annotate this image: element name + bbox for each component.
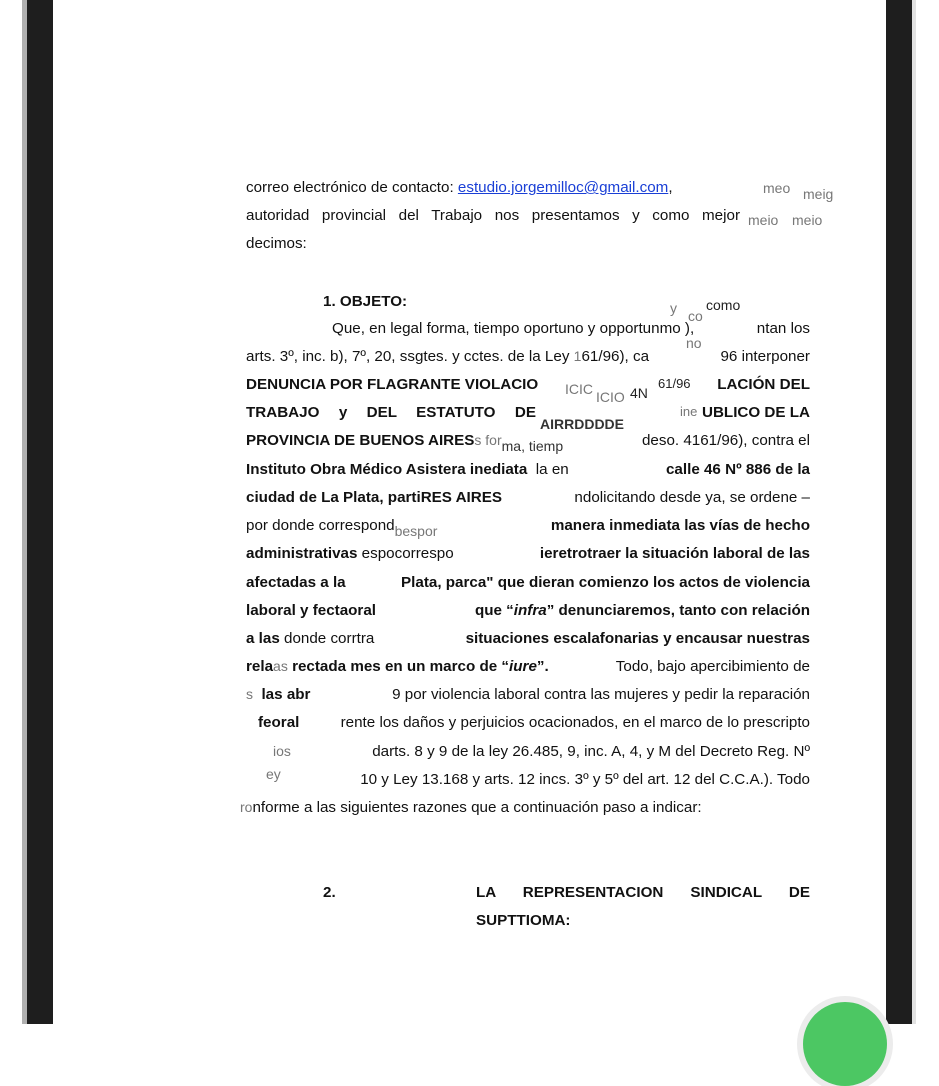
text: , xyxy=(668,179,673,196)
text-line xyxy=(273,742,810,762)
ghost-text: ro xyxy=(240,799,253,815)
text: 10 y Ley 13.168 y arts. 12 incs. 3º y 5º del art. 12 del C.C.A.). Todo xyxy=(360,771,810,788)
ghost-text: no xyxy=(686,335,702,351)
text: manera inmediata las vías de hecho xyxy=(550,517,810,534)
viewer-frame-left xyxy=(27,0,53,1024)
text-line xyxy=(246,657,810,677)
text-line xyxy=(246,685,810,705)
ghost-text: ine xyxy=(680,404,698,419)
text: Plata, parca" que dieran comienzo los actos de violencia xyxy=(401,574,810,591)
text: mo ), xyxy=(659,320,695,337)
text: ieretrotraer la situación laboral de las xyxy=(539,545,810,562)
text-line xyxy=(246,488,810,508)
text: darts. 8 y 9 de la ley 26.485, 9, inc. A, 4, y M del Decreto Reg. Nº xyxy=(372,743,810,760)
ghost-text: as xyxy=(273,658,288,674)
text: a las xyxy=(246,630,280,647)
text-line xyxy=(246,206,740,226)
text-line: decimos: xyxy=(246,235,307,252)
ghost-text: 4N xyxy=(630,385,648,401)
text-line xyxy=(246,460,810,480)
viewer-edge-right xyxy=(912,0,916,1024)
ghost-text: co xyxy=(688,308,703,324)
text-line xyxy=(332,319,810,339)
ghost-text: s xyxy=(246,686,253,702)
text: TRABAJO y DEL ESTATUTO DE xyxy=(246,404,536,421)
viewer-frame-right xyxy=(886,0,912,1024)
text: LACIÓN DEL xyxy=(717,376,810,393)
text: Que, en legal forma, tiempo oportuno y opportun xyxy=(332,320,660,337)
text-line xyxy=(246,431,810,454)
ghost-text: ICIC xyxy=(565,381,593,397)
ghost-text: bespor xyxy=(394,523,438,539)
text: ndolicitando desde ya, se ordene – xyxy=(574,489,810,506)
ghost-text: 61/96 xyxy=(658,376,691,391)
ghost-text: s for xyxy=(474,432,502,448)
email-link[interactable]: estudio.jorgemilloc@gmail.com xyxy=(457,179,669,196)
text: la en xyxy=(535,461,569,478)
text: ciudad de La Plata, parti xyxy=(246,489,421,506)
text-line xyxy=(246,347,810,367)
section-heading xyxy=(476,883,810,903)
text-line xyxy=(266,766,810,790)
text: administrativas xyxy=(246,545,358,562)
text: autoridad provincial del Trabajo nos presentamos y como mejor xyxy=(246,207,740,224)
text-line xyxy=(246,375,810,395)
document-page xyxy=(53,0,886,1024)
text-line xyxy=(246,544,810,564)
ghost-text: meig xyxy=(803,186,834,202)
text: Todo, bajo apercibimiento de xyxy=(615,658,810,675)
ghost-text: meio xyxy=(748,212,779,228)
text: ”. xyxy=(536,658,549,675)
text: correo electrónico de contacto: xyxy=(246,179,458,196)
text: arts. 3º, inc. b), 7º, 20, ssgtes. y cctes. de la Ley xyxy=(246,348,570,365)
text: donde corrtra xyxy=(284,630,375,647)
ghost-text: ios xyxy=(273,743,291,759)
text: 96 interponer xyxy=(720,348,810,365)
ghost-text: 1 xyxy=(573,348,582,364)
text: PROVINCIA DE BUENOS AIRES xyxy=(246,432,475,449)
ghost-text: meio xyxy=(792,212,823,228)
text: que “ xyxy=(474,602,514,619)
ghost-text: meo xyxy=(763,180,791,196)
text-line xyxy=(246,403,810,423)
floating-action-button[interactable] xyxy=(803,1002,887,1086)
section-heading-cont: SUPTTIOMA: xyxy=(476,912,571,929)
text: afectadas a la xyxy=(246,574,346,591)
ghost-text: ICIO xyxy=(596,389,625,405)
text: 9 por violencia laboral contra las mujeres y pedir la reparación xyxy=(392,686,810,703)
text: fectaoral xyxy=(312,602,377,619)
text-line xyxy=(246,178,810,198)
text: por donde correspond xyxy=(246,517,395,534)
text: UBLICO DE LA xyxy=(702,404,810,421)
text-line xyxy=(240,798,810,818)
section-number: 2. xyxy=(323,884,336,901)
text: laboral y xyxy=(246,602,309,619)
text: RES AIRES xyxy=(420,489,503,506)
ghost-text: ey xyxy=(266,766,281,782)
text-line xyxy=(246,629,810,649)
text: deso. 4161/96), contra el xyxy=(641,432,810,449)
text: 61/96), ca xyxy=(581,348,650,365)
text-line xyxy=(246,573,810,593)
ghost-text: AIRRDDDDE xyxy=(540,416,624,432)
text: abr xyxy=(286,686,311,703)
ghost-text: ma, tiemp xyxy=(501,438,564,454)
text: ediata xyxy=(483,461,528,478)
text: las xyxy=(261,686,283,703)
text: rectada xyxy=(292,658,347,675)
text-line xyxy=(258,713,810,733)
text: situaciones escalafonarias y encausar nuestras xyxy=(465,630,810,647)
text: infra xyxy=(513,602,547,619)
text: ntan los xyxy=(756,320,810,337)
ghost-text: como xyxy=(706,297,741,313)
ghost-text: y xyxy=(670,300,677,316)
text-line xyxy=(246,601,810,621)
text: Instituto Obra Médico Asistera in xyxy=(246,461,484,478)
text: calle 46 Nº 886 de la xyxy=(665,461,810,478)
text: rela xyxy=(246,658,274,675)
text: feoral xyxy=(258,714,300,731)
text: rente los daños y perjuicios ocacionados, en el marco de lo prescripto xyxy=(340,714,810,731)
section-heading: 1. OBJETO: xyxy=(323,293,408,310)
text: mes en un marco de “ xyxy=(350,658,510,675)
text-line xyxy=(246,516,810,539)
text: nforme a las siguientes razones que a continuación paso a indicar: xyxy=(252,799,702,816)
text: DENUNCIA POR FLAGRANTE VIOLACIO xyxy=(246,376,539,393)
text: LA REPRESENTACION SINDICAL DE xyxy=(476,884,810,901)
text: espocorrespo xyxy=(361,545,454,562)
text: iure xyxy=(509,658,537,675)
text: ” denunciaremos, tanto con relación xyxy=(546,602,810,619)
